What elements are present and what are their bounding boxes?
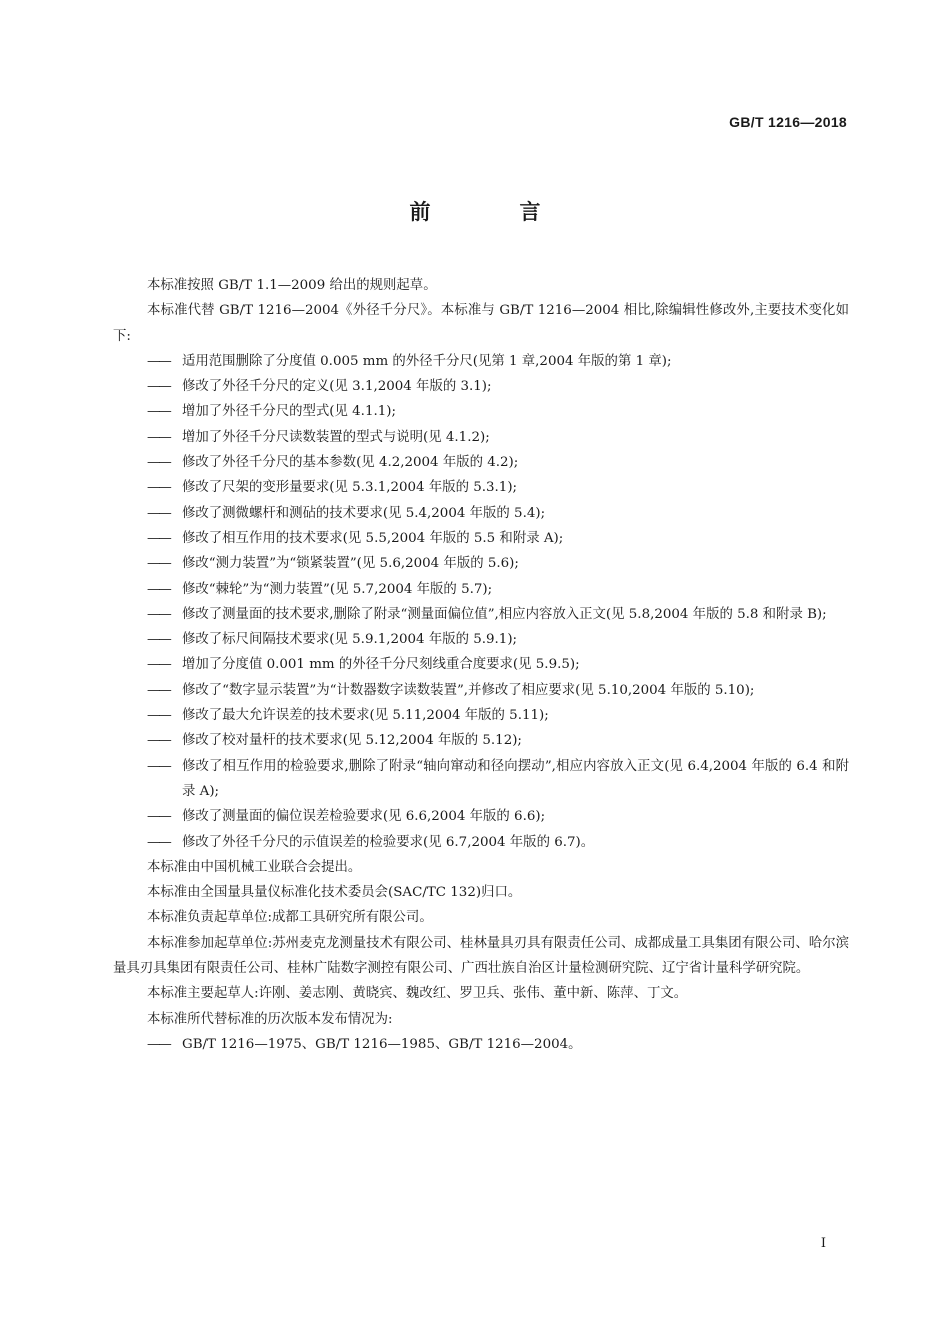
dash-marker: ——	[147, 429, 170, 445]
dash-marker: ——	[147, 809, 170, 825]
intro-paragraph: 本标准按照 GB/T 1.1—2009 给出的规则起草。	[147, 278, 437, 293]
list-item	[113, 349, 849, 374]
list-item-text: 修改了测微螺杆和测砧的技术要求(见 5.4,2004 年版的 5.4);	[182, 505, 546, 521]
list-item-text: 修改了“数字显示装置”为“计数器数字读数装置”,并修改了相应要求(见 5.10,2004 年版的 5.10);	[182, 682, 755, 698]
main-drafters-paragraph: 本标准主要起草人:许刚、姜志刚、黄晓宾、魏改红、罗卫兵、张伟、董中新、陈萍、丁文。	[147, 986, 688, 1002]
list-item-text: 修改了标尺间隔技术要求(见 5.9.1,2004 年版的 5.9.1);	[182, 632, 518, 648]
history-intro-paragraph: 本标准所代替标准的历次版本发布情况为:	[147, 1011, 393, 1027]
list-item-text: 修改了外径千分尺的示值误差的检验要求(见 6.7,2004 年版的 6.7)。	[182, 834, 595, 850]
dash-marker: ——	[147, 480, 170, 496]
list-item	[113, 501, 849, 526]
dash-marker: ——	[147, 353, 170, 369]
list-item-text: 适用范围删除了分度值 0.005 mm 的外径千分尺(见第 1 章,2004 年版的第 1 章);	[182, 353, 672, 369]
intro-paragraph: 本标准代替 GB/T 1216—2004《外径千分尺》。本标准与 GB/T 1216—2004 相比,除编辑性修改外,主要技术变化如下:	[113, 303, 849, 344]
list-item-text: 修改了校对量杆的技术要求(见 5.12,2004 年版的 5.12);	[182, 733, 522, 749]
list-item-text: 修改了测量面的偏位误差检验要求(见 6.6,2004 年版的 6.6);	[182, 809, 546, 825]
list-item-text: 修改“测力装置”为“锁紧装置”(见 5.6,2004 年版的 5.6);	[182, 556, 519, 572]
participating-drafters-paragraph: 本标准参加起草单位:苏州麦克龙测量技术有限公司、桂林量具刃具有限责任公司、成都成量工具集团有限公司、哈尔滨量具刃具集团有限责任公司、桂林广陆数字测控有限公司、广西壮族自治区计量检测研究院、辽宁省计量科学研究院。	[113, 935, 849, 977]
list-item-text: 修改了相互作用的技术要求(见 5.5,2004 年版的 5.5 和附录 A);	[182, 530, 564, 546]
list-item-text: 增加了外径千分尺的型式(见 4.1.1);	[182, 404, 396, 420]
dash-marker: ——	[147, 379, 170, 395]
list-item	[113, 652, 849, 677]
list-item	[113, 728, 849, 753]
list-item-text: 修改了尺架的变形量要求(见 5.3.1,2004 年版的 5.3.1);	[182, 480, 518, 496]
list-item-text: 修改了测量面的技术要求,删除了附录“测量面偏位值”,相应内容放入正文(见 5.8,2004 年版的 5.8 和附录 B);	[182, 606, 827, 622]
list-item	[113, 475, 849, 500]
list-item-text: 增加了外径千分尺读数装置的型式与说明(见 4.1.2);	[182, 429, 490, 445]
changes-list	[113, 349, 849, 855]
page-number: I	[820, 1236, 826, 1251]
list-item-text: 修改了相互作用的检验要求,删除了附录“轴向窜动和径向摆动”,相应内容放入正文(见 6.4,2004 年版的 6.4 和附录 A);	[182, 758, 849, 799]
dash-marker: ——	[147, 682, 170, 698]
history-item	[113, 1032, 849, 1057]
dash-marker: ——	[147, 581, 170, 597]
lead-drafter-paragraph: 本标准负责起草单位:成都工具研究所有限公司。	[147, 910, 433, 926]
list-item-text: 修改了外径千分尺的定义(见 3.1,2004 年版的 3.1);	[182, 379, 492, 395]
list-item	[113, 627, 849, 652]
dash-marker: ——	[147, 834, 170, 850]
list-item-text: 修改了最大允许误差的技术要求(见 5.11,2004 年版的 5.11);	[182, 708, 549, 724]
list-item-text: 修改“棘轮”为“测力装置”(见 5.7,2004 年版的 5.7);	[182, 581, 493, 597]
dash-marker: ——	[147, 708, 170, 724]
list-item-text: 增加了分度值 0.001 mm 的外径千分尺刻线重合度要求(见 5.9.5);	[182, 657, 580, 673]
proposer-paragraph: 本标准由中国机械工业联合会提出。	[147, 859, 362, 875]
list-item	[113, 551, 849, 576]
list-item	[113, 804, 849, 829]
dash-marker: ——	[147, 758, 170, 774]
list-item-text: 修改了外径千分尺的基本参数(见 4.2,2004 年版的 4.2);	[182, 455, 519, 471]
foreword-body	[113, 273, 849, 1057]
list-item	[113, 830, 849, 855]
dash-marker: ——	[147, 657, 170, 673]
dash-marker: ——	[147, 404, 170, 420]
list-item	[113, 703, 849, 728]
list-item	[113, 450, 849, 475]
committee-paragraph: 本标准由全国量具量仪标准化技术委员会(SAC/TC 132)归口。	[147, 885, 522, 901]
history-text: GB/T 1216—1975、GB/T 1216—1985、GB/T 1216—2004。	[182, 1036, 582, 1052]
standard-code: GB/T 1216—2018	[729, 114, 847, 130]
dash-marker: ——	[147, 632, 170, 648]
list-item	[113, 399, 849, 424]
dash-marker: ——	[147, 530, 170, 546]
list-item	[113, 374, 849, 399]
list-item	[113, 602, 849, 627]
list-item	[113, 754, 849, 805]
dash-marker: ——	[147, 505, 170, 521]
dash-marker: ——	[147, 733, 170, 749]
list-item	[113, 425, 849, 450]
dash-marker: ——	[147, 556, 170, 572]
list-item	[113, 577, 849, 602]
page-title: 前 言	[409, 200, 575, 224]
dash-marker: ——	[147, 606, 170, 622]
dash-marker: ——	[147, 455, 170, 471]
list-item	[113, 526, 849, 551]
dash-marker: ——	[147, 1036, 170, 1052]
list-item	[113, 678, 849, 703]
